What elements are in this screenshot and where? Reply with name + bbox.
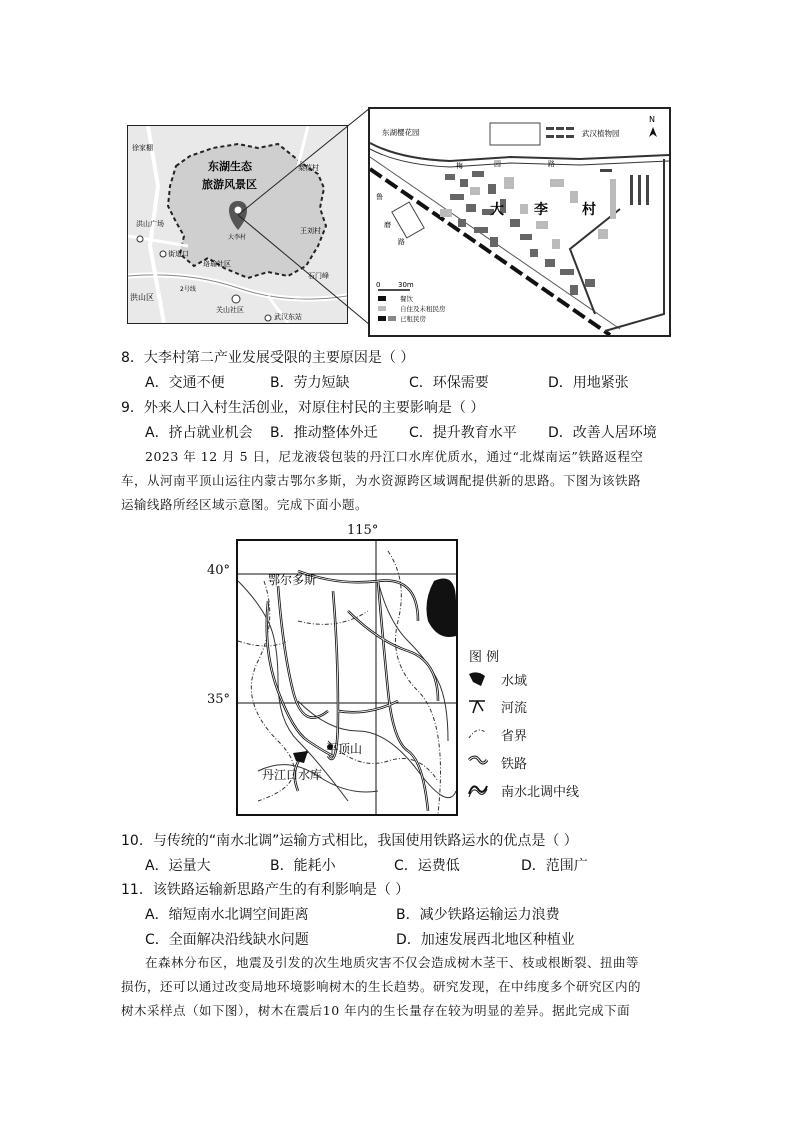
label-road-1: 梅	[456, 162, 463, 170]
label-hongshanqu: 洪山区	[130, 293, 154, 302]
question-9: 9．外来人口入村生活创业，对原住村民的主要影响是（ ）	[121, 400, 485, 416]
q9-option-a[interactable]: A．挤占就业机会	[145, 425, 253, 441]
label-xujiapeng: 徐家棚	[132, 144, 153, 152]
paragraph-1-line-2: 车，从河南平顶山运往内蒙古鄂尔多斯，为水资源跨区域调配提供新的思路。下图为该铁路	[121, 473, 642, 488]
legend-river: 河流	[501, 701, 528, 716]
label-village-3: 村	[582, 202, 596, 218]
village-map	[368, 107, 671, 337]
legend-swatch-rented-2	[388, 316, 396, 321]
label-erdos: 鄂尔多斯	[268, 573, 317, 587]
label-shimen: 石门峰	[308, 272, 329, 280]
q8-option-b[interactable]: B．劳力短缺	[270, 375, 350, 391]
q8-option-c[interactable]: C．环保需要	[409, 375, 489, 391]
legend-dining: 餐饮	[400, 295, 413, 303]
route-map-lat40-label: 40°	[207, 563, 231, 578]
route-map	[236, 539, 458, 816]
question-11: 11．该铁路运输新思路产生的有利影响是（ ）	[121, 882, 410, 898]
q10-option-b[interactable]: B．能耗小	[270, 858, 336, 874]
connector-lines	[230, 105, 375, 330]
label-cherry: 东湖樱花园	[382, 128, 420, 137]
label-village-1: 大	[490, 202, 504, 218]
legend-water: 水域	[501, 674, 528, 689]
label-wuhan-east: 武汉东站	[274, 313, 302, 321]
q9-option-d[interactable]: D．改善人居环境	[548, 425, 657, 441]
river-swatch-icon	[467, 697, 489, 715]
legend-selfuse: 自住及未租民房	[400, 305, 446, 313]
label-hongshan-square: 洪山广场	[136, 220, 164, 228]
legend-railway: 铁路	[501, 757, 528, 772]
paragraph-2-line-3: 树木采样点（如下图），树木在震后10 年内的生长量存在较为明显的差异。据此完成下面	[121, 1003, 631, 1018]
route-map-graphic	[238, 541, 456, 814]
q9-option-b[interactable]: B．推动整体外迁	[270, 425, 378, 441]
label-region-1: 东湖生态	[208, 160, 252, 173]
label-scale-0: 0	[376, 281, 381, 289]
label-mo: 磨	[384, 221, 391, 229]
label-village-2: 李	[534, 202, 548, 218]
label-line2: 2号线	[180, 286, 196, 293]
label-pin: 大李村	[228, 234, 247, 241]
canal-swatch-icon	[467, 780, 489, 798]
label-lu2: 路	[398, 238, 405, 246]
route-map-lon-label: 115°	[347, 523, 379, 538]
railway-swatch-icon	[467, 752, 489, 770]
water-swatch-icon	[467, 670, 489, 688]
paragraph-2-line-1: 在森林分布区，地震及引发的次生地质灾害不仅会造成树木茎干、枝或根断裂、扭曲等	[145, 955, 640, 970]
legend-canal: 南水北调中线	[501, 785, 580, 800]
legend-swatch-rented	[378, 316, 386, 321]
q8-option-a[interactable]: A．交通不便	[145, 375, 225, 391]
label-guanshan: 关山社区	[216, 306, 244, 314]
border-swatch-icon	[467, 724, 489, 742]
label-road-2: 园	[494, 160, 501, 168]
route-legend-title: 图 例	[469, 650, 500, 665]
label-wangcun: 王刘村	[300, 227, 321, 235]
label-region-2: 旅游风景区	[202, 178, 257, 191]
label-danjiangkou: 丹江口水库	[262, 768, 323, 782]
legend-swatch-dining	[378, 296, 386, 301]
village-map-graphic	[370, 109, 669, 335]
label-scale-30: 30m	[398, 281, 414, 289]
q11-option-d[interactable]: D．加速发展西北地区种植业	[396, 932, 575, 948]
label-road-3: 路	[548, 160, 555, 168]
label-pingdingshan: 平顶山	[326, 742, 363, 756]
label-jiedaokou: 街道口	[168, 250, 189, 258]
label-botanic: 武汉植物园	[582, 129, 620, 138]
q9-option-c[interactable]: C．提升教育水平	[409, 425, 517, 441]
label-lihe: 梨花村	[298, 164, 319, 172]
question-10: 10．与传统的“南水北调”运输方式相比，我国使用铁路运水的优点是（ ）	[121, 833, 578, 849]
q10-option-a[interactable]: A．运量大	[145, 858, 211, 874]
legend-swatch-selfuse	[378, 306, 386, 311]
legend-rented: 已租民房	[400, 315, 426, 323]
question-8: 8．大李村第二产业发展受限的主要原因是（ ）	[121, 350, 415, 366]
q10-option-d[interactable]: D．范围广	[521, 858, 588, 874]
paragraph-1-line-3: 运输线路所经区域示意图。完成下面小题。	[121, 497, 369, 512]
q11-option-b[interactable]: B．减少铁路运输运力浪费	[396, 907, 560, 923]
q8-option-d[interactable]: D．用地紧张	[548, 375, 629, 391]
paragraph-1-line-1: 2023 年 12 月 5 日，尼龙液袋包装的丹江口水库优质水，通过“北煤南运”铁路返程空	[145, 449, 644, 464]
q11-option-c[interactable]: C．全面解决沿线缺水问题	[145, 932, 309, 948]
label-north: N	[649, 115, 655, 124]
label-lu: 鲁	[376, 193, 383, 201]
north-arrow-icon	[649, 127, 657, 137]
label-luoyu: 珞瑜社区	[203, 260, 231, 268]
legend-border: 省界	[501, 729, 528, 744]
paragraph-2-line-2: 损伤，还可以通过改变局地环境影响树木的生长趋势。研究发现，在中纬度多个研究区内的	[121, 979, 642, 994]
route-map-lat35-label: 35°	[207, 692, 231, 707]
q10-option-c[interactable]: C．运费低	[394, 858, 460, 874]
q11-option-a[interactable]: A．缩短南水北调空间距离	[145, 907, 309, 923]
